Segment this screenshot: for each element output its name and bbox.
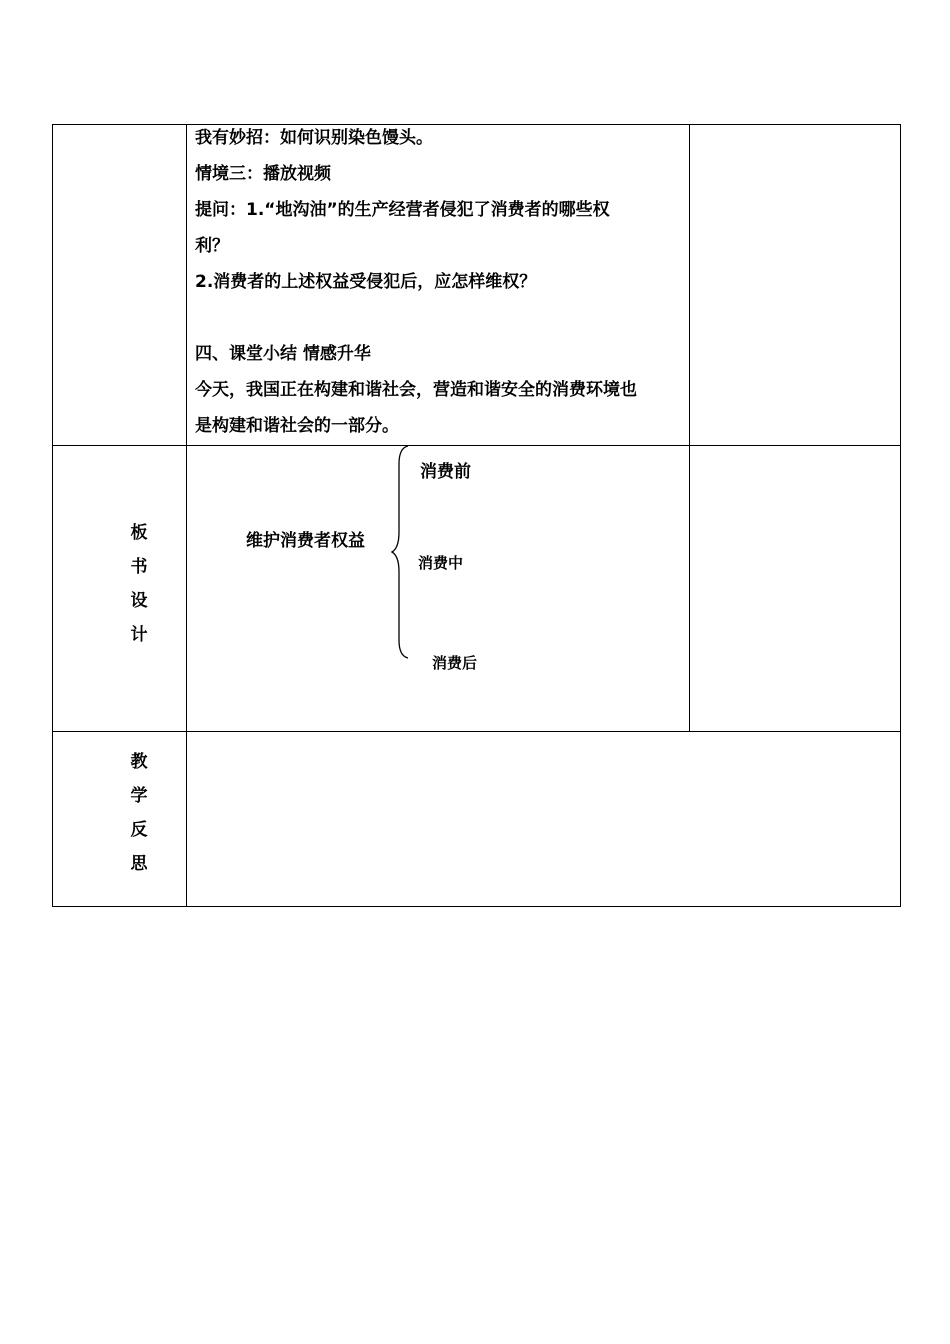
table-border-bottom (52, 906, 901, 907)
lesson-line-blank (195, 300, 685, 336)
label-char: 设 (130, 591, 148, 611)
table-border-right (900, 124, 901, 907)
column-divider (689, 124, 690, 731)
label-char: 教 (130, 752, 148, 772)
lesson-line: 利？ (195, 236, 229, 256)
lesson-plan-table (52, 124, 901, 907)
table-border-left (52, 124, 53, 907)
lesson-line: 今天，我国正在构建和谐社会，营造和谐安全的消费环境也 (195, 380, 637, 400)
board-design-label (119, 516, 159, 652)
label-char: 书 (130, 557, 148, 577)
lesson-line: 情境三：播放视频 (195, 164, 331, 184)
label-char: 学 (130, 786, 148, 806)
label-char: 思 (130, 854, 148, 874)
board-topic: 维护消费者权益 (246, 531, 365, 551)
label-char: 板 (130, 523, 148, 543)
lesson-line: 我有妙招：如何识别染色馒头。 (195, 128, 433, 148)
reflection-label (119, 745, 159, 881)
curly-brace-icon (386, 444, 416, 660)
board-branch-before: 消费前 (420, 462, 471, 482)
board-branch-during: 消费中 (418, 554, 464, 572)
lesson-content-cell (195, 120, 685, 444)
row-divider (52, 731, 901, 732)
label-char: 反 (130, 820, 148, 840)
lesson-line: 提问：1.“地沟油”的生产经营者侵犯了消费者的哪些权 (195, 200, 610, 220)
lesson-line: 四、课堂小结 情感升华 (195, 344, 371, 364)
label-char: 计 (130, 625, 148, 645)
lesson-line: 2.消费者的上述权益受侵犯后，应怎样维权？ (195, 272, 537, 292)
board-branch-after: 消费后 (432, 654, 478, 672)
column-divider (186, 124, 187, 907)
row-divider (52, 445, 901, 446)
lesson-line: 是构建和谐社会的一部分。 (195, 416, 399, 436)
